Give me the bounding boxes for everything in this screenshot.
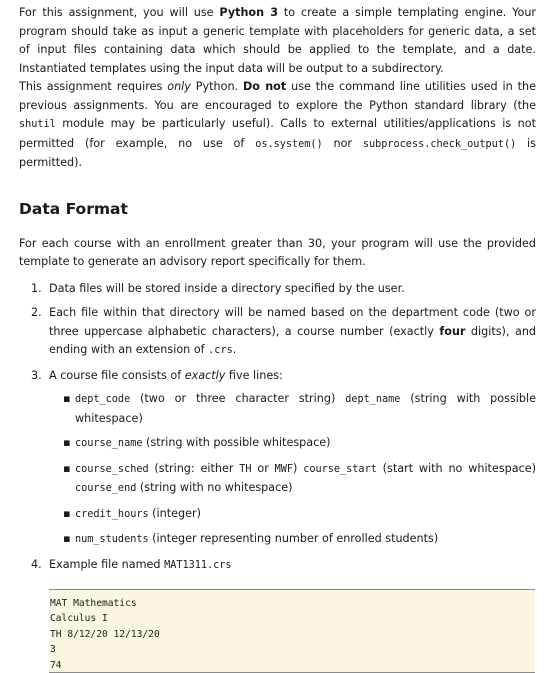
list-item-text: A course file consists of — [49, 368, 185, 382]
field-desc: ) — [293, 461, 304, 475]
text: This assignment requires — [19, 80, 168, 93]
bullet-icon: ▪ — [63, 436, 71, 449]
text: module may be particularly useful). Calls to external utilities/applications is not permitted (for example, no use of — [19, 117, 536, 150]
list-item-text: Data files will be stored inside a directory specified by the user. — [49, 281, 405, 295]
field-desc: (start with no whitespace) — [376, 461, 537, 475]
field-code: dept_name — [345, 394, 401, 405]
field-code: course_end — [75, 483, 137, 494]
sub-list-item — [49, 434, 536, 454]
subprocess-code: subprocess.check_output() — [362, 138, 517, 150]
sub-list-item — [49, 530, 536, 550]
course-file-fields-list — [49, 390, 536, 550]
text: to create a simple templating engine. Your program should take as input a generic template with placeholders for generic data, a set of input files containing data which should be applied to the template, and a date. Instantiated templates using the input data will be output to a subdirectory. — [19, 6, 537, 75]
section-heading: Data Format — [19, 199, 128, 218]
crs-extension-code: .crs — [208, 345, 233, 356]
bullet-icon: ▪ — [63, 461, 71, 475]
text: use the command line utilities used in the previous assignments. You are encouraged to explore the Python standard library (the — [19, 80, 536, 112]
list-number: 2. — [31, 306, 42, 319]
sub-list-item — [49, 460, 536, 499]
field-desc: (string with no whitespace) — [136, 481, 293, 494]
sub-list-item — [49, 505, 536, 525]
list-item-text: Each file within that directory will be named based on the department code (two or three uppercase alphabetic characters), a course number (exactly — [49, 306, 536, 338]
data-format-paragraph: For each course with an enrollment greater than 30, your program will use the provided template to generate an advisory report specifically for them. — [19, 236, 536, 268]
list-item — [19, 304, 536, 361]
list-item-text: Example file named — [49, 557, 165, 571]
field-code: num_students — [75, 534, 149, 545]
code-line: MAT Mathematics — [50, 598, 137, 609]
code-line: TH 8/12/20 12/13/20 — [50, 628, 160, 640]
assignment-document — [19, 4, 536, 673]
bullet-icon: ▪ — [63, 392, 71, 405]
list-item-text: digits), and ending with an extension of — [49, 324, 537, 356]
list-number: 3. — [31, 368, 42, 382]
list-item-text: five lines: — [225, 368, 283, 382]
field-code: TH — [239, 463, 252, 475]
four-emphasis: four — [439, 324, 466, 338]
field-desc: (integer representing number of enrolled students) — [148, 532, 439, 545]
text: is permitted). — [19, 136, 536, 169]
field-desc: or — [251, 461, 275, 475]
code-line: 74 — [50, 659, 62, 671]
sub-list-item — [49, 390, 536, 428]
os-system-code: os.system() — [255, 138, 323, 150]
example-filename-code: MAT1311.crs — [164, 559, 232, 571]
field-desc: (two or three character string) — [130, 392, 346, 405]
field-desc: (integer) — [148, 506, 201, 520]
requirements-list — [19, 280, 536, 576]
code-line: 3 — [50, 644, 56, 656]
bullet-icon: ▪ — [63, 506, 71, 520]
field-code: dept_code — [75, 394, 131, 405]
field-code: credit_hours — [75, 508, 149, 520]
text: For this assignment, you will use — [19, 6, 220, 19]
exactly-emphasis: exactly — [184, 368, 226, 382]
field-code: course_start — [303, 463, 377, 475]
list-item — [19, 367, 536, 550]
text: nor — [322, 136, 363, 150]
list-number: 4. — [31, 557, 42, 571]
python-version-emphasis: Python 3 — [219, 6, 279, 19]
list-number: 1. — [31, 281, 42, 295]
field-code: course_name — [75, 438, 143, 449]
example-file-code-block — [49, 589, 535, 673]
bullet-icon: ▪ — [63, 532, 71, 545]
field-desc: (string with possible whitespace) — [75, 392, 536, 425]
list-item — [19, 556, 536, 576]
code-line: Calculus I — [50, 613, 108, 625]
only-emphasis: only — [167, 80, 191, 93]
field-code: course_sched — [75, 463, 149, 475]
do-not-emphasis: Do not — [243, 80, 287, 93]
field-desc: (string with possible whitespace) — [142, 436, 331, 449]
field-desc: (string: either — [148, 461, 240, 475]
intro-paragraph-1 — [19, 4, 536, 78]
list-item-text: . — [232, 343, 237, 356]
intro-paragraph-2 — [19, 78, 536, 173]
list-item — [19, 280, 536, 299]
text: Python. — [190, 80, 244, 93]
field-code: MWF — [274, 463, 294, 475]
shutil-code: shutil — [19, 119, 56, 130]
